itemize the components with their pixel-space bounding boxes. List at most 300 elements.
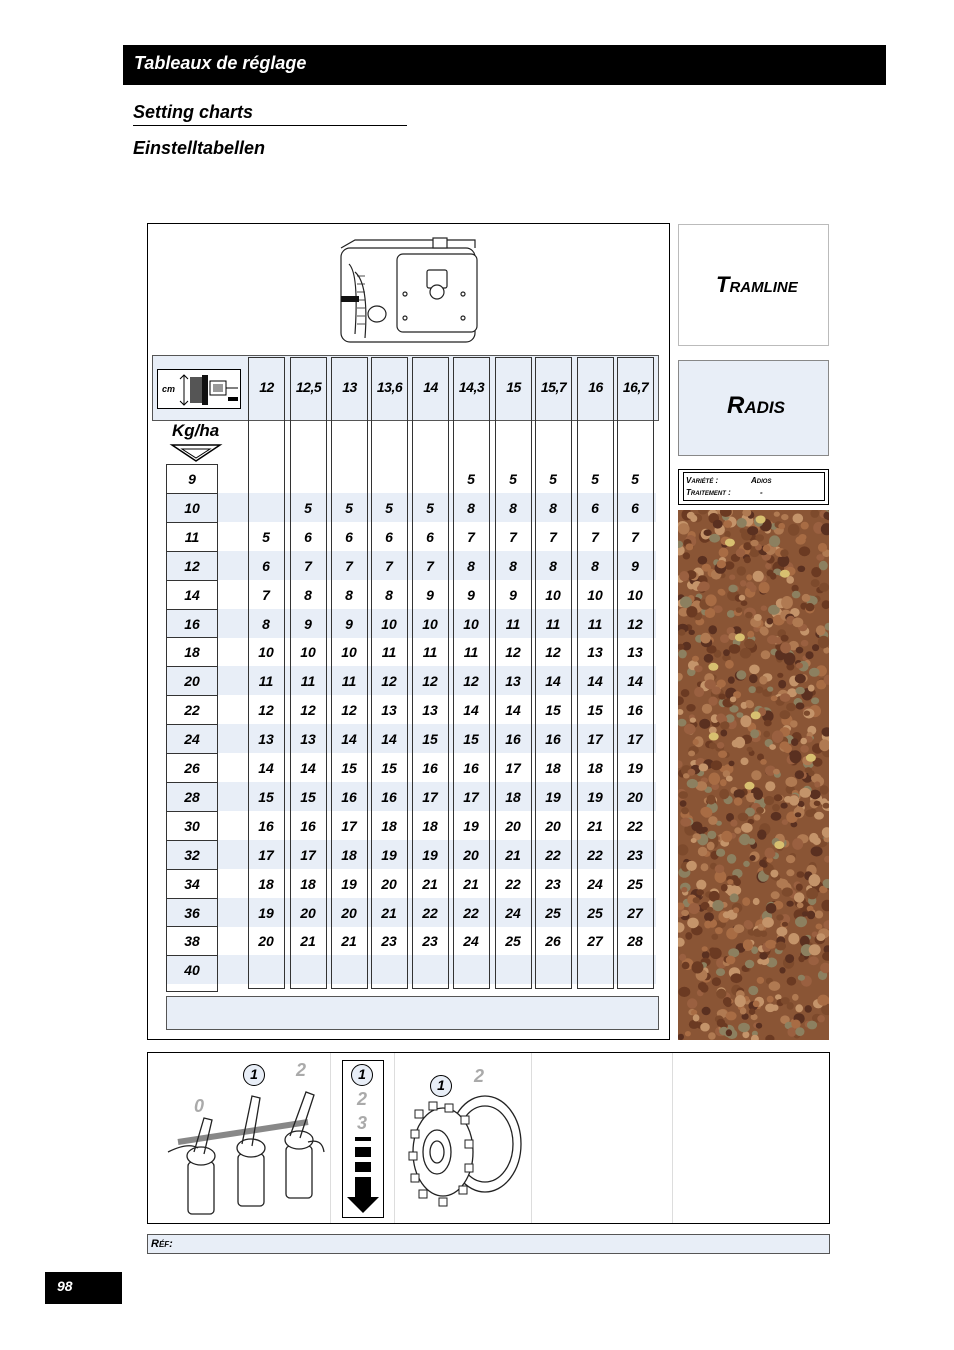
seed-grain <box>738 813 749 822</box>
table-cell: 12 <box>463 673 479 690</box>
variety-box <box>683 472 825 501</box>
table-cell: 18 <box>545 760 561 776</box>
seed-grain <box>746 701 754 708</box>
unit-label: Kg/ha <box>172 421 220 440</box>
subtitle-german: Einstelltabellen <box>133 138 266 158</box>
seed-grain <box>717 560 726 568</box>
seed-grain <box>681 910 689 916</box>
seed-grain <box>816 924 823 930</box>
table-cell: 8 <box>509 499 517 516</box>
table-cell: 21 <box>505 846 521 863</box>
seed-grain <box>739 834 750 845</box>
table-cell: 6 <box>304 528 312 545</box>
seed-grain <box>782 922 788 927</box>
seed-grain <box>811 697 819 704</box>
table-cell: 7 <box>262 586 270 603</box>
table-cell: 8 <box>345 586 353 603</box>
rate-cell: 34 <box>184 875 200 892</box>
seed-grain <box>759 860 766 867</box>
seed-grain <box>753 898 760 905</box>
table-cell: 17 <box>587 731 603 748</box>
seed-grain <box>790 720 798 727</box>
seed-grain <box>797 566 805 572</box>
seed-grain <box>741 823 753 833</box>
table-cell: 6 <box>345 528 353 545</box>
rate-cell-separator <box>166 840 218 841</box>
seed-grain <box>786 855 795 863</box>
seed-grain-yellow <box>751 711 761 719</box>
seed-grain <box>807 1021 817 1030</box>
rate-cell-separator <box>166 955 218 956</box>
seed-grain <box>705 679 716 689</box>
table-cell: 9 <box>467 586 475 603</box>
table-cell: 28 <box>627 933 643 950</box>
seed-grain <box>748 986 758 995</box>
table-cell: 8 <box>467 499 475 516</box>
table-cell: 21 <box>300 933 316 950</box>
table-cell: 12 <box>300 702 316 719</box>
seed-grain <box>741 758 749 766</box>
cm-label: cm <box>162 384 176 394</box>
seed-grain <box>765 1004 775 1013</box>
table-cell: 6 <box>262 557 270 574</box>
seed-grain <box>716 713 726 722</box>
seed-grain <box>704 921 711 929</box>
seed-grain-yellow <box>780 570 790 578</box>
seed-grain <box>769 981 781 991</box>
page-number: 98 <box>45 1272 122 1304</box>
seed-grain <box>686 543 694 550</box>
table-cell: 11 <box>341 673 357 690</box>
scale-3: 3 <box>357 1113 368 1133</box>
seed-grain <box>780 549 788 557</box>
seed-grain <box>741 600 748 606</box>
column-header: 13 <box>342 379 357 395</box>
table-cell: 15 <box>463 731 479 748</box>
seed-grain <box>727 879 733 884</box>
seed-grain <box>781 635 789 642</box>
rate-cell: 40 <box>184 962 200 979</box>
rate-cell: 20 <box>184 673 200 690</box>
seed-grain-yellow <box>756 516 766 524</box>
seed-grain <box>780 642 791 653</box>
seed-grain <box>678 523 690 534</box>
rate-cell-separator <box>166 551 218 552</box>
seed-grain <box>780 710 791 719</box>
seed-grain <box>678 922 685 932</box>
column-header: 14,3 <box>458 379 485 395</box>
seed-grain <box>692 656 699 662</box>
seed-grain <box>809 833 818 843</box>
column-header: 16,7 <box>622 379 649 395</box>
seed-grain <box>745 612 753 619</box>
table-cell: 5 <box>426 499 434 516</box>
table-cell: 20 <box>300 904 316 921</box>
table-cell: 13 <box>258 731 274 748</box>
seed-grain <box>795 770 804 779</box>
seed-grain <box>795 812 802 817</box>
gear-position-2: 2 <box>474 1066 485 1086</box>
seed-grain <box>746 574 752 580</box>
seed-grain <box>712 977 721 986</box>
seed-grain <box>745 921 753 930</box>
seed-grain <box>745 960 754 969</box>
seed-grain <box>739 595 745 601</box>
seed-grain <box>694 665 702 672</box>
table-cell: 18 <box>505 788 521 805</box>
seed-grain <box>778 680 786 689</box>
scale-2: 2 <box>357 1089 368 1109</box>
seed-grain <box>759 952 768 959</box>
scale-indicator <box>342 1060 384 1218</box>
seed-grain <box>799 788 811 798</box>
table-cell: 18 <box>422 817 438 834</box>
seed-grain <box>750 855 756 861</box>
seed-grain <box>780 741 790 749</box>
seed-grain <box>708 816 717 825</box>
rate-cell: 10 <box>184 499 200 516</box>
seed-grain <box>687 779 698 788</box>
seed-grain <box>784 652 796 665</box>
rate-cell-separator <box>166 724 218 725</box>
seed-grain <box>793 514 804 524</box>
table-cell: 27 <box>627 904 643 921</box>
rate-cell-separator <box>166 580 218 581</box>
down-arrow-solid-icon <box>346 1187 380 1215</box>
table-cell: 15 <box>422 731 438 748</box>
rate-cell-separator <box>166 493 218 494</box>
seed-grain <box>707 831 716 839</box>
table-cell: 21 <box>341 933 357 950</box>
seed-grain <box>715 865 725 874</box>
seed-grain <box>755 686 763 693</box>
seed-grain <box>807 911 815 920</box>
table-cell: 7 <box>426 557 434 574</box>
seed-grain-yellow <box>725 539 735 547</box>
seed-grain <box>749 665 760 675</box>
seed-grain <box>707 795 716 805</box>
column-header: 15 <box>506 379 521 395</box>
table-cell: 22 <box>545 846 561 863</box>
table-cell: 16 <box>422 760 438 776</box>
seed-grain <box>763 731 770 738</box>
seed-grain <box>763 545 771 552</box>
rate-cell: 26 <box>184 760 200 776</box>
seed-grain <box>715 927 723 934</box>
table-cell: 22 <box>422 904 438 921</box>
table-cell: 24 <box>587 875 603 892</box>
seed-grain <box>678 629 686 636</box>
table-cell: 22 <box>505 875 521 892</box>
seed-grain <box>809 668 820 677</box>
table-cell: 17 <box>463 788 479 805</box>
rate-cell: 28 <box>184 788 200 805</box>
seed-grain <box>720 634 729 643</box>
seed-grain <box>707 842 715 851</box>
seed-grain <box>753 789 763 800</box>
seed-grain <box>726 956 736 965</box>
seed-grain <box>772 804 780 811</box>
table-cell: 5 <box>262 528 270 545</box>
seed-grain <box>678 673 683 680</box>
table-cell: 13 <box>422 702 438 719</box>
rate-cell: 32 <box>184 846 200 863</box>
table-cell: 7 <box>304 557 312 574</box>
table-cell: 5 <box>631 471 639 487</box>
table-cell: 15 <box>341 760 357 776</box>
seed-grain <box>764 796 774 805</box>
seed-grain <box>774 794 783 801</box>
seed-grain <box>678 650 687 659</box>
lever-position-2: 2 <box>296 1060 307 1080</box>
seed-grain <box>818 543 827 552</box>
seed-grain <box>723 649 730 656</box>
page-header-title: Tableaux de réglage <box>123 45 886 85</box>
seed-grain <box>759 582 770 594</box>
seed-grain <box>729 644 741 654</box>
seed-grain <box>702 704 712 714</box>
seed-grain <box>772 730 784 743</box>
seed-grain <box>771 696 778 702</box>
table-cell: 11 <box>300 673 316 690</box>
treatment-label: Traitement : <box>686 488 731 497</box>
rate-cell-separator <box>166 753 218 754</box>
seed-grain <box>769 535 780 547</box>
table-cell: 11 <box>545 615 561 632</box>
seed-grain <box>688 769 696 776</box>
seed-grain <box>734 737 745 748</box>
seed-grain <box>720 730 727 737</box>
table-cell: 16 <box>627 702 643 719</box>
table-cell: 23 <box>381 933 397 950</box>
table-cell: 6 <box>426 528 434 545</box>
seed-grain <box>692 961 704 973</box>
table-cell: 20 <box>463 846 479 863</box>
seed-grain <box>699 763 709 771</box>
table-cell: 21 <box>587 817 603 834</box>
seed-grain <box>683 552 690 559</box>
table-cell: 11 <box>422 644 438 661</box>
seed-grain <box>769 744 776 750</box>
seed-grain <box>814 781 820 787</box>
table-cell: 18 <box>258 875 274 892</box>
rate-cell-separator <box>166 464 218 465</box>
table-cell: 27 <box>587 933 603 950</box>
seed-grain <box>766 618 773 625</box>
table-cell: 17 <box>627 731 643 748</box>
seed-grain <box>786 901 793 907</box>
seed-grain <box>749 674 758 683</box>
table-cell: 13 <box>300 731 316 748</box>
seed-grain <box>756 1023 762 1029</box>
seed-grain <box>771 891 780 899</box>
seed-grain <box>805 603 814 611</box>
seed-grain <box>788 524 800 536</box>
table-cell: 11 <box>587 615 603 632</box>
seed-grain <box>770 870 778 878</box>
treatment-value: - <box>760 488 763 497</box>
seed-grain <box>792 618 803 628</box>
seed-grain <box>678 709 683 715</box>
table-cell: 12 <box>505 644 521 661</box>
seed-grain <box>698 581 709 591</box>
seed-grain <box>685 932 692 940</box>
seed-grain <box>798 975 805 981</box>
table-cell: 16 <box>381 788 397 805</box>
table-cell: 6 <box>385 528 393 545</box>
seed-grain <box>690 718 696 723</box>
seed-grain <box>796 687 805 694</box>
table-cell: 10 <box>463 615 479 632</box>
seed-grain <box>766 903 777 914</box>
seed-grain <box>817 1015 825 1022</box>
table-cell: 25 <box>587 904 603 921</box>
seed-grain <box>786 703 796 711</box>
table-cell: 22 <box>463 904 479 921</box>
table-cell: 18 <box>381 817 397 834</box>
seed-grain <box>753 1001 760 1008</box>
seed-grain <box>685 1031 691 1036</box>
seed-grain-yellow <box>745 782 755 790</box>
table-cell: 19 <box>587 788 603 805</box>
seed-grain <box>796 663 803 669</box>
seed-grain <box>702 827 708 833</box>
seed-grain <box>734 797 743 805</box>
seed-grain <box>702 564 711 572</box>
table-cell: 14 <box>463 702 479 719</box>
table-cell: 12 <box>545 644 561 661</box>
rate-cell-separator <box>166 522 218 523</box>
seed-grain <box>767 996 774 1003</box>
seed-grain <box>794 892 805 902</box>
seed-grain <box>764 720 772 727</box>
seed-grain <box>723 997 732 1006</box>
seed-grain <box>735 995 746 1007</box>
table-cell: 24 <box>505 904 521 921</box>
seed-grain <box>709 534 720 543</box>
seed-grain <box>700 1023 710 1032</box>
gear-position-1: 1 <box>430 1075 452 1097</box>
table-cell: 6 <box>591 499 599 516</box>
seed-grain <box>791 738 798 746</box>
seed-grain <box>740 580 746 586</box>
rate-cell-separator <box>166 609 218 610</box>
table-cell: 16 <box>341 788 357 805</box>
seed-grain <box>750 729 759 738</box>
table-cell: 10 <box>258 644 274 661</box>
tramline-label: Tramline <box>678 224 829 346</box>
table-cell: 10 <box>381 615 397 632</box>
row-spacing-icon <box>174 373 240 407</box>
seed-grain <box>759 676 767 685</box>
seed-grain <box>770 573 776 580</box>
seed-grain <box>792 838 803 850</box>
rate-cell: 38 <box>184 933 200 950</box>
table-cell: 17 <box>300 846 316 863</box>
table-cell: 6 <box>631 499 639 516</box>
seed-grain <box>689 630 695 635</box>
seed-grain <box>757 977 764 984</box>
seed-grain <box>816 933 825 941</box>
seed-grain <box>688 751 695 757</box>
column-header: 12,5 <box>295 379 322 395</box>
seed-grain <box>727 610 735 618</box>
rate-cell: 12 <box>184 557 200 574</box>
seed-grain <box>754 614 762 621</box>
table-cell: 10 <box>627 586 643 603</box>
seed-grain <box>728 676 735 683</box>
seed-grain <box>760 759 767 765</box>
table-cell: 13 <box>627 644 643 661</box>
seed-grain <box>726 1011 737 1020</box>
seed-grain <box>819 561 828 571</box>
table-cell: 20 <box>381 875 397 892</box>
rate-cell-separator <box>166 666 218 667</box>
lever-illustration <box>158 1082 326 1220</box>
column-header: 15,7 <box>540 379 567 395</box>
table-cell: 12 <box>341 702 357 719</box>
seed-grain <box>716 968 725 976</box>
seed-grain <box>731 973 743 983</box>
seed-grain <box>734 827 741 834</box>
seed-grain <box>730 893 739 902</box>
table-cell: 26 <box>545 933 561 950</box>
table-cell: 14 <box>505 702 521 719</box>
table-cell: 8 <box>509 557 517 574</box>
table-cell: 25 <box>545 904 561 921</box>
table-cell: 7 <box>549 528 557 545</box>
seed-grain <box>708 625 717 634</box>
seed-grain <box>822 827 829 838</box>
seed-grain <box>773 769 780 775</box>
table-cell: 12 <box>258 702 274 719</box>
table-cell: 23 <box>422 933 438 950</box>
table-cell: 18 <box>300 875 316 892</box>
rate-cell: 11 <box>184 528 200 545</box>
table-cell: 19 <box>381 846 397 863</box>
rate-cell: 18 <box>184 644 200 661</box>
variety-label: Variété : <box>686 476 719 485</box>
rate-cell: 24 <box>184 731 200 748</box>
table-cell: 7 <box>509 528 517 545</box>
seed-grain <box>746 582 754 590</box>
seed-grain <box>801 640 809 647</box>
seed-grain <box>808 956 819 965</box>
table-cell: 20 <box>258 933 274 950</box>
seed-grain <box>678 696 684 705</box>
seed-grain <box>776 927 787 937</box>
seed-grain-yellow <box>709 733 719 741</box>
seed-grain <box>761 650 771 659</box>
column-header: 13,6 <box>376 379 403 395</box>
seed-grain <box>805 767 812 773</box>
seed-grain <box>760 626 768 634</box>
seed-grain <box>799 546 810 556</box>
table-cell: 9 <box>509 586 517 603</box>
seed-grain <box>750 540 758 547</box>
table-cell: 22 <box>587 846 603 863</box>
seed-grain <box>767 635 778 644</box>
seed-grain <box>718 589 725 595</box>
seed-grain <box>678 938 685 947</box>
rate-cell: 14 <box>184 586 200 603</box>
seed-grain <box>742 897 750 906</box>
seed-grain <box>738 1023 750 1033</box>
seed-grain <box>686 704 695 712</box>
seed-grain <box>814 812 824 820</box>
seed-grain <box>698 510 708 515</box>
seed-grain <box>687 512 695 519</box>
